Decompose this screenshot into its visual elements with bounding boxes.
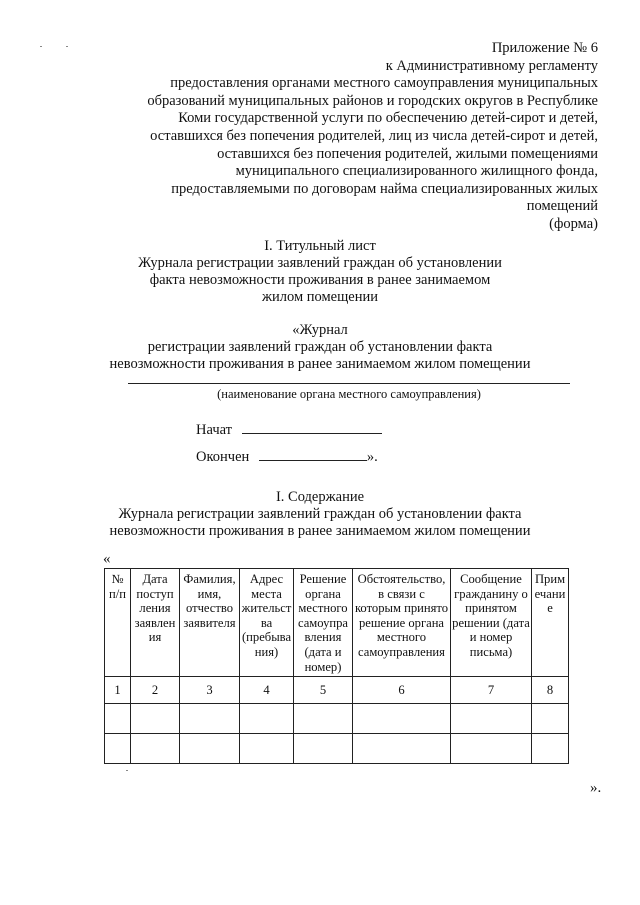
open-quote: « — [103, 551, 111, 567]
title-page-subtitle-line: Журнала регистрации заявлений граждан об установлении — [138, 255, 502, 271]
annex-line-form: (форма) — [549, 215, 598, 232]
annex-line: Приложение № 6 — [491, 40, 598, 56]
empty-cell — [180, 704, 240, 734]
scan-speck — [126, 770, 128, 771]
header-cell: Фамилия, имя, отчество заявителя — [180, 569, 240, 677]
finished-blank — [259, 447, 367, 461]
title-page-subtitle-line: жилом помещении — [261, 289, 378, 305]
close-quote: ». — [590, 780, 602, 796]
table-empty-row — [105, 704, 569, 734]
empty-cell — [180, 734, 240, 764]
contents-subtitle-line: невозможности проживания в ранее занимаемом жилом помещении — [109, 523, 531, 539]
annex-header — [98, 40, 598, 234]
empty-cell — [240, 734, 294, 764]
title-page-subtitle-line: факта невозможности проживания в ранее занимаемом — [149, 272, 491, 288]
empty-cell — [532, 734, 569, 764]
scan-speck — [40, 46, 42, 47]
number-cell: 2 — [131, 677, 180, 704]
finished-label: Окончен — [196, 449, 250, 465]
empty-cell — [353, 704, 451, 734]
started-blank — [242, 420, 382, 434]
number-cell: 1 — [105, 677, 131, 704]
journal-table — [104, 568, 569, 764]
annex-line: муниципального специализированного жилищного фонда, — [235, 163, 598, 180]
title-page-heading: I. Титульный лист — [264, 238, 376, 254]
number-cell: 5 — [294, 677, 353, 704]
empty-cell — [240, 704, 294, 734]
annex-line: предоставления органами местного самоуправления муниципальных — [170, 75, 598, 92]
annex-line: оставшихся без попечения родителей, лиц из числа детей-сирот и детей, — [150, 127, 598, 144]
empty-cell — [353, 734, 451, 764]
number-cell: 8 — [532, 677, 569, 704]
journal-title-line: «Журнал — [292, 322, 348, 338]
empty-cell — [105, 734, 131, 764]
finished-line — [196, 447, 378, 466]
authority-caption: (наименование органа местного самоуправления) — [217, 387, 481, 401]
finished-suffix: ». — [366, 449, 378, 465]
header-cell: Сообщение гражданину о принятом решении (дата и номер письма) — [451, 569, 532, 677]
table-number-row — [105, 677, 569, 704]
authority-name-line — [128, 383, 570, 384]
number-cell: 7 — [451, 677, 532, 704]
number-cell: 4 — [240, 677, 294, 704]
empty-cell — [294, 734, 353, 764]
journal-title-line: невозможности проживания в ранее занимаемом жилом помещении — [109, 356, 531, 372]
header-cell: Обстоятельство, в связи с которым принято решение органа местного самоуправления — [353, 569, 451, 677]
scan-speck — [66, 46, 68, 47]
empty-cell — [451, 704, 532, 734]
header-cell: Прим ечани е — [532, 569, 569, 677]
annex-line: Коми государственной услуги по обеспечению детей-сирот и детей, — [178, 110, 598, 127]
annex-line: предоставляемыми по договорам найма специализированных жилых — [171, 180, 598, 197]
annex-line: оставшихся без попечения родителей, жилыми помещениями — [217, 145, 598, 162]
empty-cell — [451, 734, 532, 764]
title-page-section — [0, 238, 640, 306]
contents-subtitle-line: Журнала регистрации заявлений граждан об установлении факта — [118, 506, 522, 522]
header-cell: № п/п — [105, 569, 131, 677]
empty-cell — [131, 704, 180, 734]
table-header-row — [105, 569, 569, 677]
started-label: Начат — [196, 422, 233, 438]
annex-line: к Административному регламенту — [385, 57, 598, 74]
number-cell: 6 — [353, 677, 451, 704]
header-cell: Дата поступ ления заявлен ия — [131, 569, 180, 677]
started-line — [196, 420, 382, 439]
number-cell: 3 — [180, 677, 240, 704]
contents-heading: I. Содержание — [275, 489, 365, 505]
empty-cell — [131, 734, 180, 764]
header-cell: Решение органа местного самоупра вления (дата и номер) — [294, 569, 353, 677]
annex-line: помещений — [526, 198, 598, 215]
journal-title-block — [0, 322, 640, 373]
table-empty-row — [105, 734, 569, 764]
contents-section — [0, 489, 640, 540]
header-cell: Адрес места жительст ва (пребыва ния) — [240, 569, 294, 677]
empty-cell — [105, 704, 131, 734]
empty-cell — [294, 704, 353, 734]
journal-title-line: регистрации заявлений граждан об установлении факта — [147, 339, 493, 355]
empty-cell — [532, 704, 569, 734]
annex-line: образований муниципальных районов и городских округов в Республике — [147, 92, 598, 109]
